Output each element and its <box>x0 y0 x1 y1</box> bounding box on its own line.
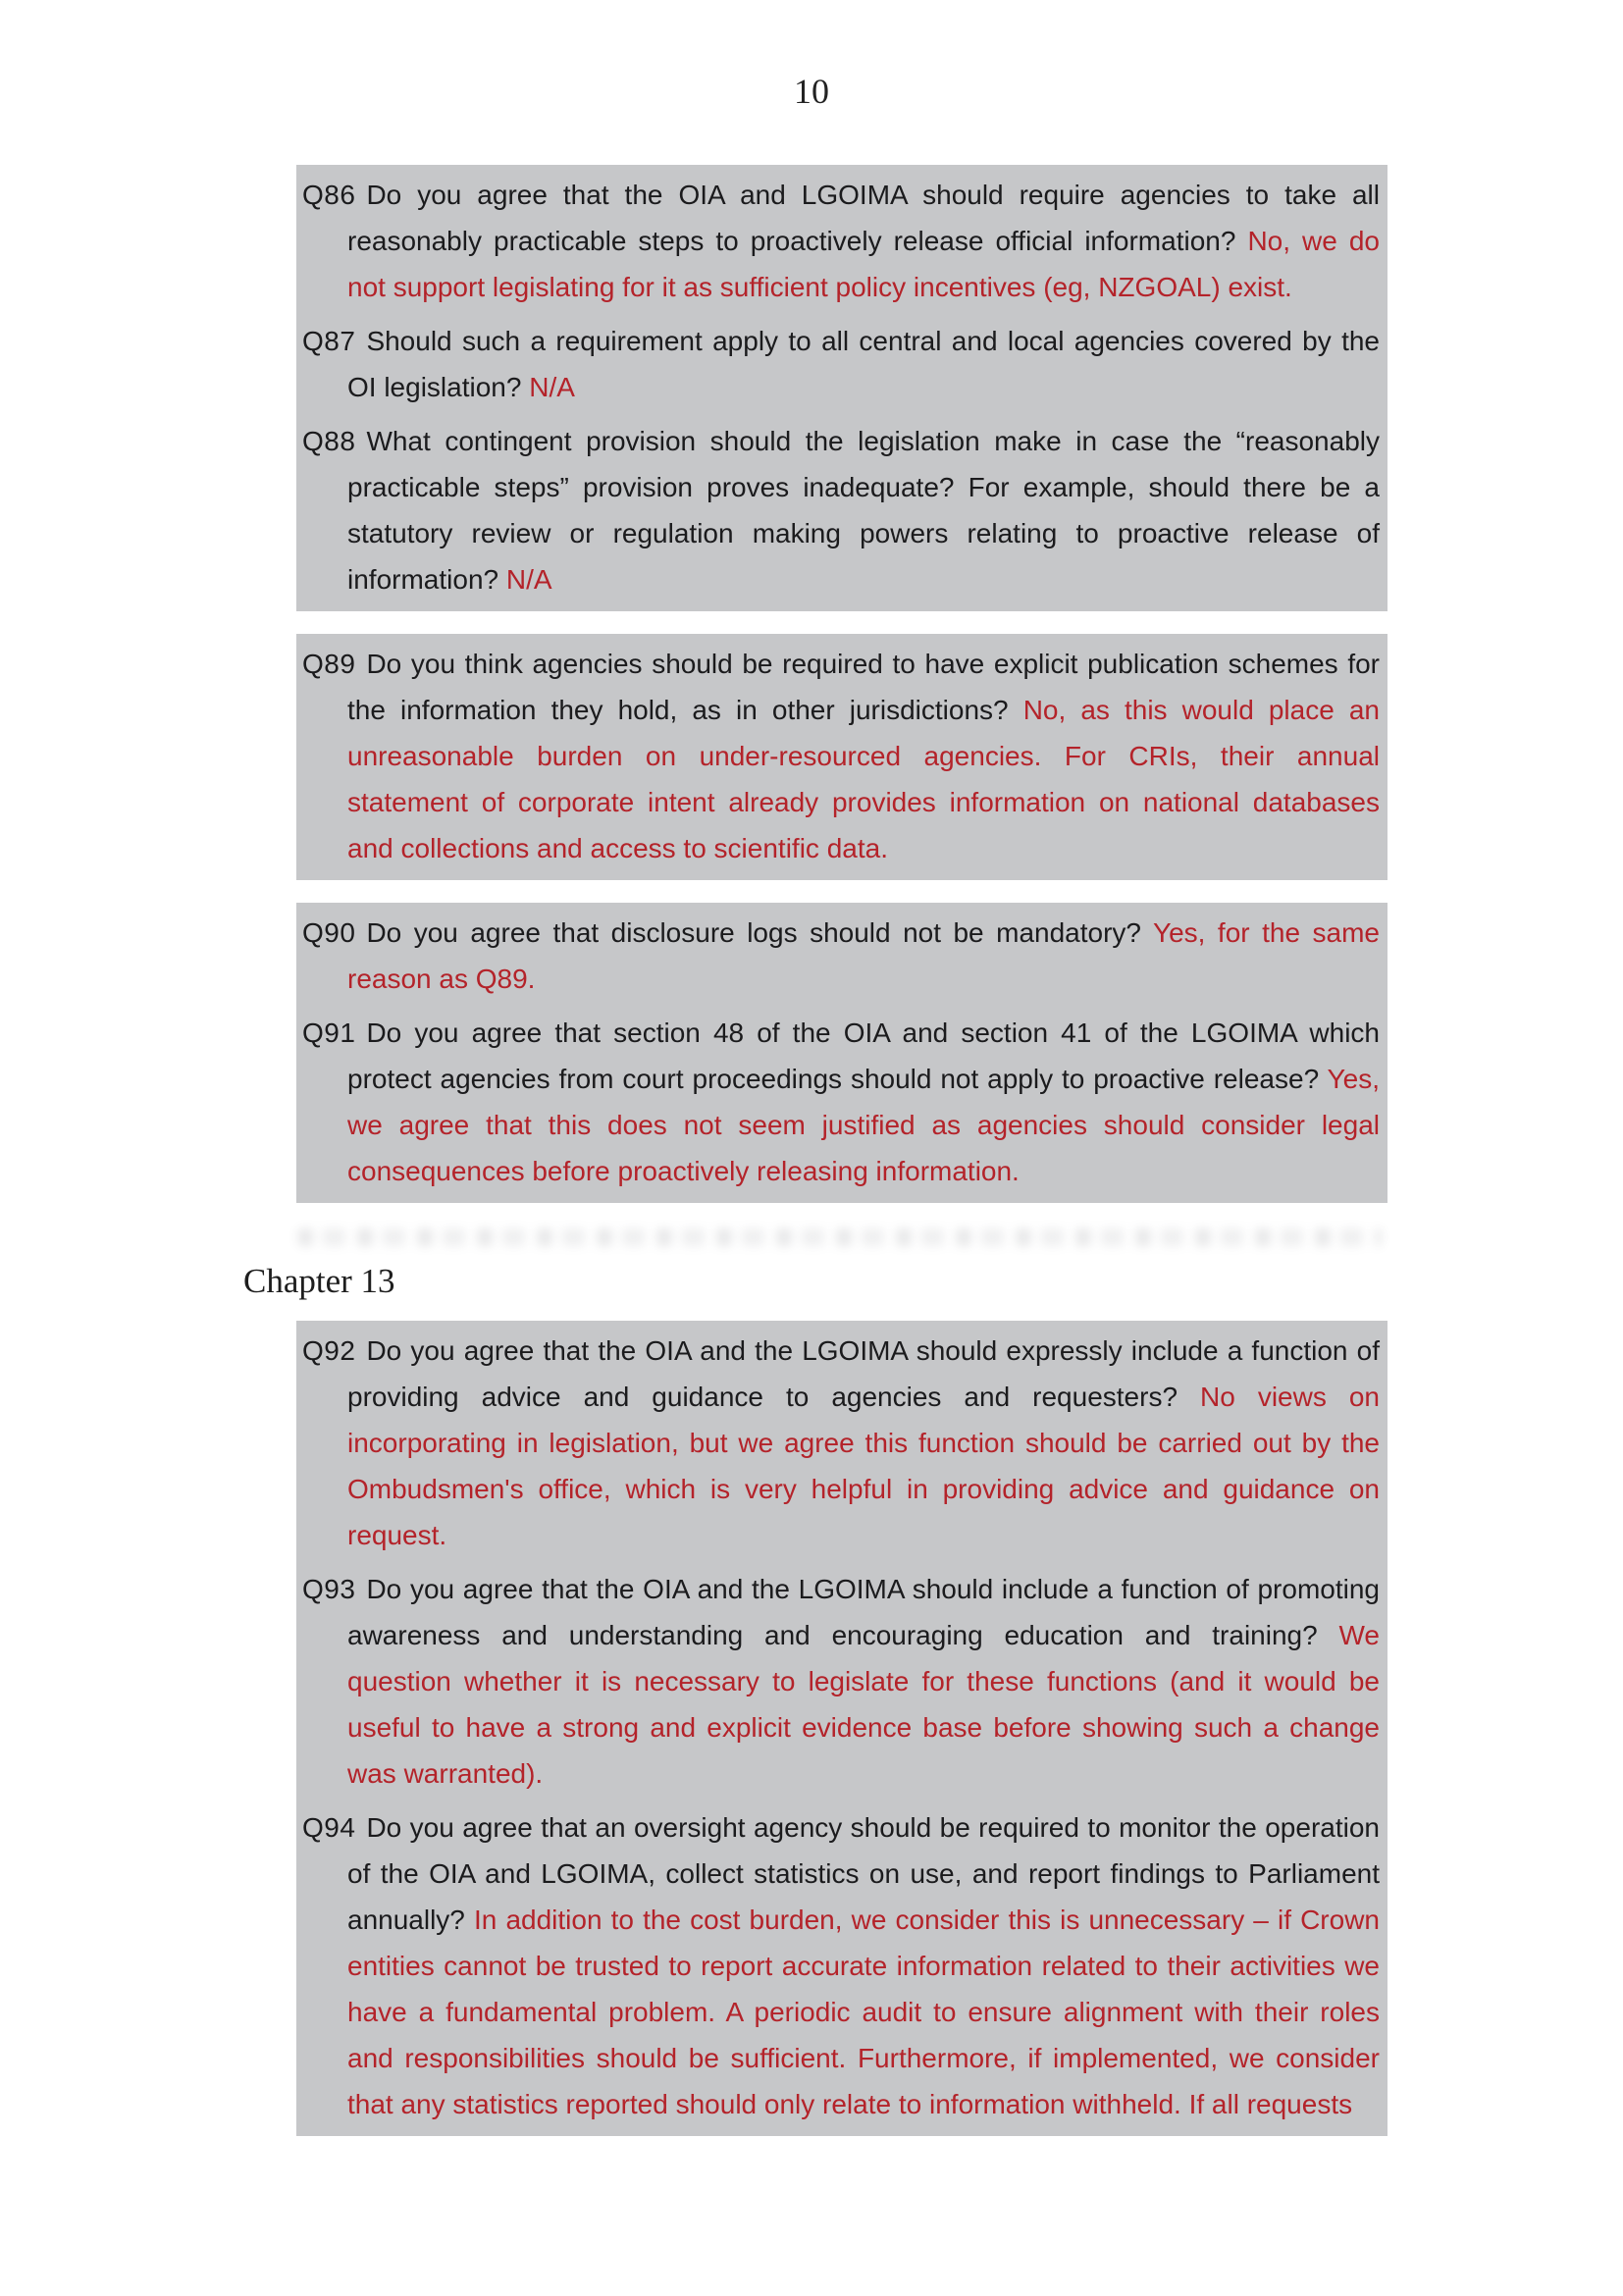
answer-text: We question whether it is necessary to legislate for these functions (and it would be useful to have a strong and explicit evidence base before showing such a change was warranted). <box>347 1620 1380 1789</box>
question-text: Should such a requirement apply to all central and local agencies covered by the OI legislation? <box>347 326 1380 402</box>
question-label: Q94 <box>302 1812 356 1843</box>
question-text: What contingent provision should the legislation make in case the “reasonably practicable steps” provision proves inadequate? For example, should there be a statutory review or regulation making powers relating to proactive release of information? <box>347 426 1380 595</box>
question-label: Q89 <box>302 649 356 679</box>
question-text: Do you agree that the OIA and the LGOIMA should include a function of promoting awareness and understanding and encouraging education and training? <box>347 1574 1380 1650</box>
question-text: Do you think agencies should be required to have explicit publication schemes for the information they hold, as in other jurisdictions? <box>347 649 1380 725</box>
chapter-heading: Chapter 13 <box>243 1262 395 1300</box>
answer-text: No, as this would place an unreasonable burden on under-resourced agencies. For CRIs, their annual statement of corporate intent already provides information on national databases and collections and access to scientific data. <box>347 695 1381 863</box>
answer-text: Yes, for the same reason as Q89. <box>347 917 1380 994</box>
question-item-q91 <box>302 1010 1380 1194</box>
question-text: Do you agree that the OIA and the LGOIMA should expressly include a function of providing advice and guidance to agencies and requesters? <box>347 1335 1380 1412</box>
highlight-block-q92-q94 <box>296 1321 1387 2136</box>
answer-text: No, we do not support legislating for it as sufficient policy incentives (eg, NZGOAL) exist. <box>347 226 1381 302</box>
question-text: Do you agree that an oversight agency should be required to monitor the operation of the OIA and LGOIMA, collect statistics on use, and report findings to Parliament annually? <box>347 1812 1380 1935</box>
question-item-q94 <box>302 1804 1380 2127</box>
question-item-q92 <box>302 1328 1380 1558</box>
question-label: Q88 <box>302 426 356 456</box>
highlight-block-q90-q91 <box>296 903 1387 1203</box>
answer-text: N/A <box>529 372 575 402</box>
question-item-q88 <box>302 418 1380 602</box>
answer-text: In addition to the cost burden, we consider this is unnecessary – if Crown entities cannot be trusted to report accurate information related to their activities we have a fundamental problem. A periodic audit to ensure alignment with their roles and responsibilities should be sufficient. Furthermore, if implemented, we consider that any statistics reported should only relate to information withheld. If all requests <box>347 1905 1380 2119</box>
answer-text: Yes, we agree that this does not seem justified as agencies should consider legal consequences before proactively releasing information. <box>347 1064 1380 1186</box>
answer-text: N/A <box>505 564 552 595</box>
question-label: Q91 <box>302 1018 356 1048</box>
question-label: Q87 <box>302 326 356 356</box>
highlight-block-q89 <box>296 634 1387 880</box>
answer-text: No views on incorporating in legislation, but we agree this function should be carried out by the Ombudsmen's office, which is very helpful in providing advice and guidance on request. <box>347 1382 1381 1550</box>
question-label: Q86 <box>302 180 356 210</box>
question-item-q90 <box>302 910 1380 1002</box>
question-label: Q92 <box>302 1335 356 1366</box>
question-text: Do you agree that disclosure logs should not be mandatory? <box>366 917 1141 948</box>
question-text: Do you agree that section 48 of the OIA and section 41 of the LGOIMA which protect agencies from court proceedings should not apply to proactive release? <box>347 1018 1380 1094</box>
scan-artifact <box>298 1228 1382 1246</box>
question-text: Do you agree that the OIA and LGOIMA should require agencies to take all reasonably practicable steps to proactively release official information? <box>347 180 1380 256</box>
question-item-q89 <box>302 641 1380 871</box>
question-item-q86 <box>302 172 1380 310</box>
question-label: Q90 <box>302 917 356 948</box>
page-number: 10 <box>794 72 829 111</box>
highlight-block-q86-q88 <box>296 165 1387 611</box>
page-content <box>243 165 1387 2159</box>
question-label: Q93 <box>302 1574 356 1604</box>
question-item-q87 <box>302 318 1380 410</box>
question-item-q93 <box>302 1566 1380 1797</box>
